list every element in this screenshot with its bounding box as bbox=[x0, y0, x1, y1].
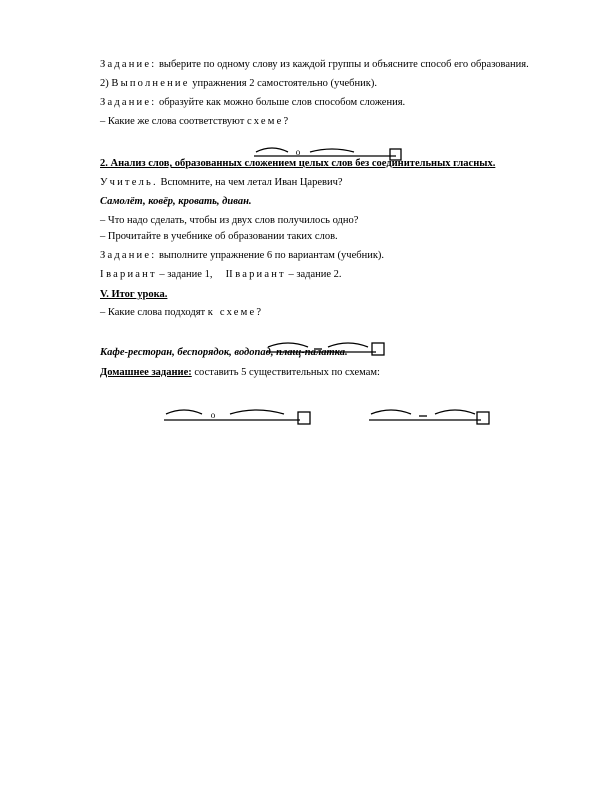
connector-vowel: о bbox=[210, 410, 216, 420]
question-scheme-paragraph-2 bbox=[100, 306, 570, 320]
homework-text: составить 5 существительных по схемам: bbox=[191, 367, 380, 378]
exercise-prefix: 2) bbox=[100, 78, 112, 89]
document-page bbox=[100, 52, 570, 380]
question-line-1: – Что надо сделать, чтобы из двух слов получилось одно? bbox=[100, 215, 359, 226]
root-arc-1 bbox=[268, 343, 308, 347]
ending-box bbox=[390, 149, 401, 160]
task-label: Задание: bbox=[100, 97, 157, 108]
root-arc-1 bbox=[166, 410, 202, 414]
variant-2-label: вариант bbox=[235, 269, 286, 280]
root-arc-1 bbox=[371, 410, 411, 414]
variant-1-number: I bbox=[100, 269, 107, 280]
ending-box bbox=[298, 412, 310, 424]
word-scheme-root-dash-root bbox=[264, 335, 394, 359]
homework-scheme-root-connector-root bbox=[160, 402, 320, 428]
ending-box bbox=[372, 343, 384, 355]
variant-2-text: – задание 2. bbox=[285, 269, 342, 280]
variant-1-text: – задание 1, bbox=[156, 269, 213, 280]
root-arc-2 bbox=[328, 343, 368, 347]
root-arc-2 bbox=[435, 410, 475, 414]
scheme-word: к схеме? bbox=[207, 307, 264, 318]
ending-box bbox=[477, 412, 489, 424]
root-arc-2 bbox=[230, 410, 284, 414]
example-words: Самолёт, ковёр, кровать, диван. bbox=[100, 196, 252, 207]
task-text: образуйте как можно больше слов способом сложения. bbox=[156, 97, 406, 108]
word-scheme-root-connector-root bbox=[248, 140, 408, 164]
task-paragraph-3 bbox=[100, 249, 570, 263]
task-text: выполните упражнение 6 по вариантам (учебник). bbox=[156, 250, 385, 261]
scheme-word: схеме? bbox=[246, 116, 291, 127]
teacher-text: Вспомните, на чем летал Иван Царевич? bbox=[157, 177, 343, 188]
task-text: выберите по одному слову из каждой группы и объясните способ его образования. bbox=[156, 59, 529, 70]
task-paragraph-2 bbox=[100, 96, 570, 110]
question-prefix: – Какие слова подходят bbox=[100, 307, 208, 318]
question-scheme-paragraph bbox=[100, 115, 570, 129]
root-arc-2 bbox=[310, 149, 354, 152]
variants-paragraph bbox=[100, 268, 570, 282]
root-arc-1 bbox=[256, 148, 288, 152]
homework-paragraph bbox=[100, 366, 570, 380]
connector-vowel: о bbox=[295, 147, 301, 157]
variant-1-label: вариант bbox=[106, 269, 157, 280]
exercise-label: Выполнение bbox=[111, 78, 190, 89]
teacher-label: Учитель. bbox=[100, 177, 158, 188]
variant-2-number: II bbox=[225, 269, 236, 280]
task-label: Задание: bbox=[100, 250, 157, 261]
exercise-text: упражнения 2 самостоятельно (учебник). bbox=[189, 78, 377, 89]
section-heading-2: 2. Анализ слов, образованных сложением целых слов без соединительных гласных. bbox=[100, 158, 496, 169]
section-heading-5: V. Итог урока. bbox=[100, 289, 168, 300]
task-label: Задание: bbox=[100, 59, 157, 70]
question-prefix: – Какие же слова соответствуют bbox=[100, 116, 247, 127]
exercise-paragraph bbox=[100, 77, 570, 91]
homework-label: Домашнее задание: bbox=[100, 367, 192, 378]
question-line-2: – Прочитайте в учебнике об образовании таких слов. bbox=[100, 231, 338, 242]
homework-scheme-root-dash-root bbox=[365, 402, 505, 428]
task-paragraph-1 bbox=[100, 58, 570, 72]
example-words-2: Кафе-ресторан, беспорядок, водопад, плащ-палатка. bbox=[100, 347, 348, 358]
teacher-paragraph bbox=[100, 176, 570, 190]
